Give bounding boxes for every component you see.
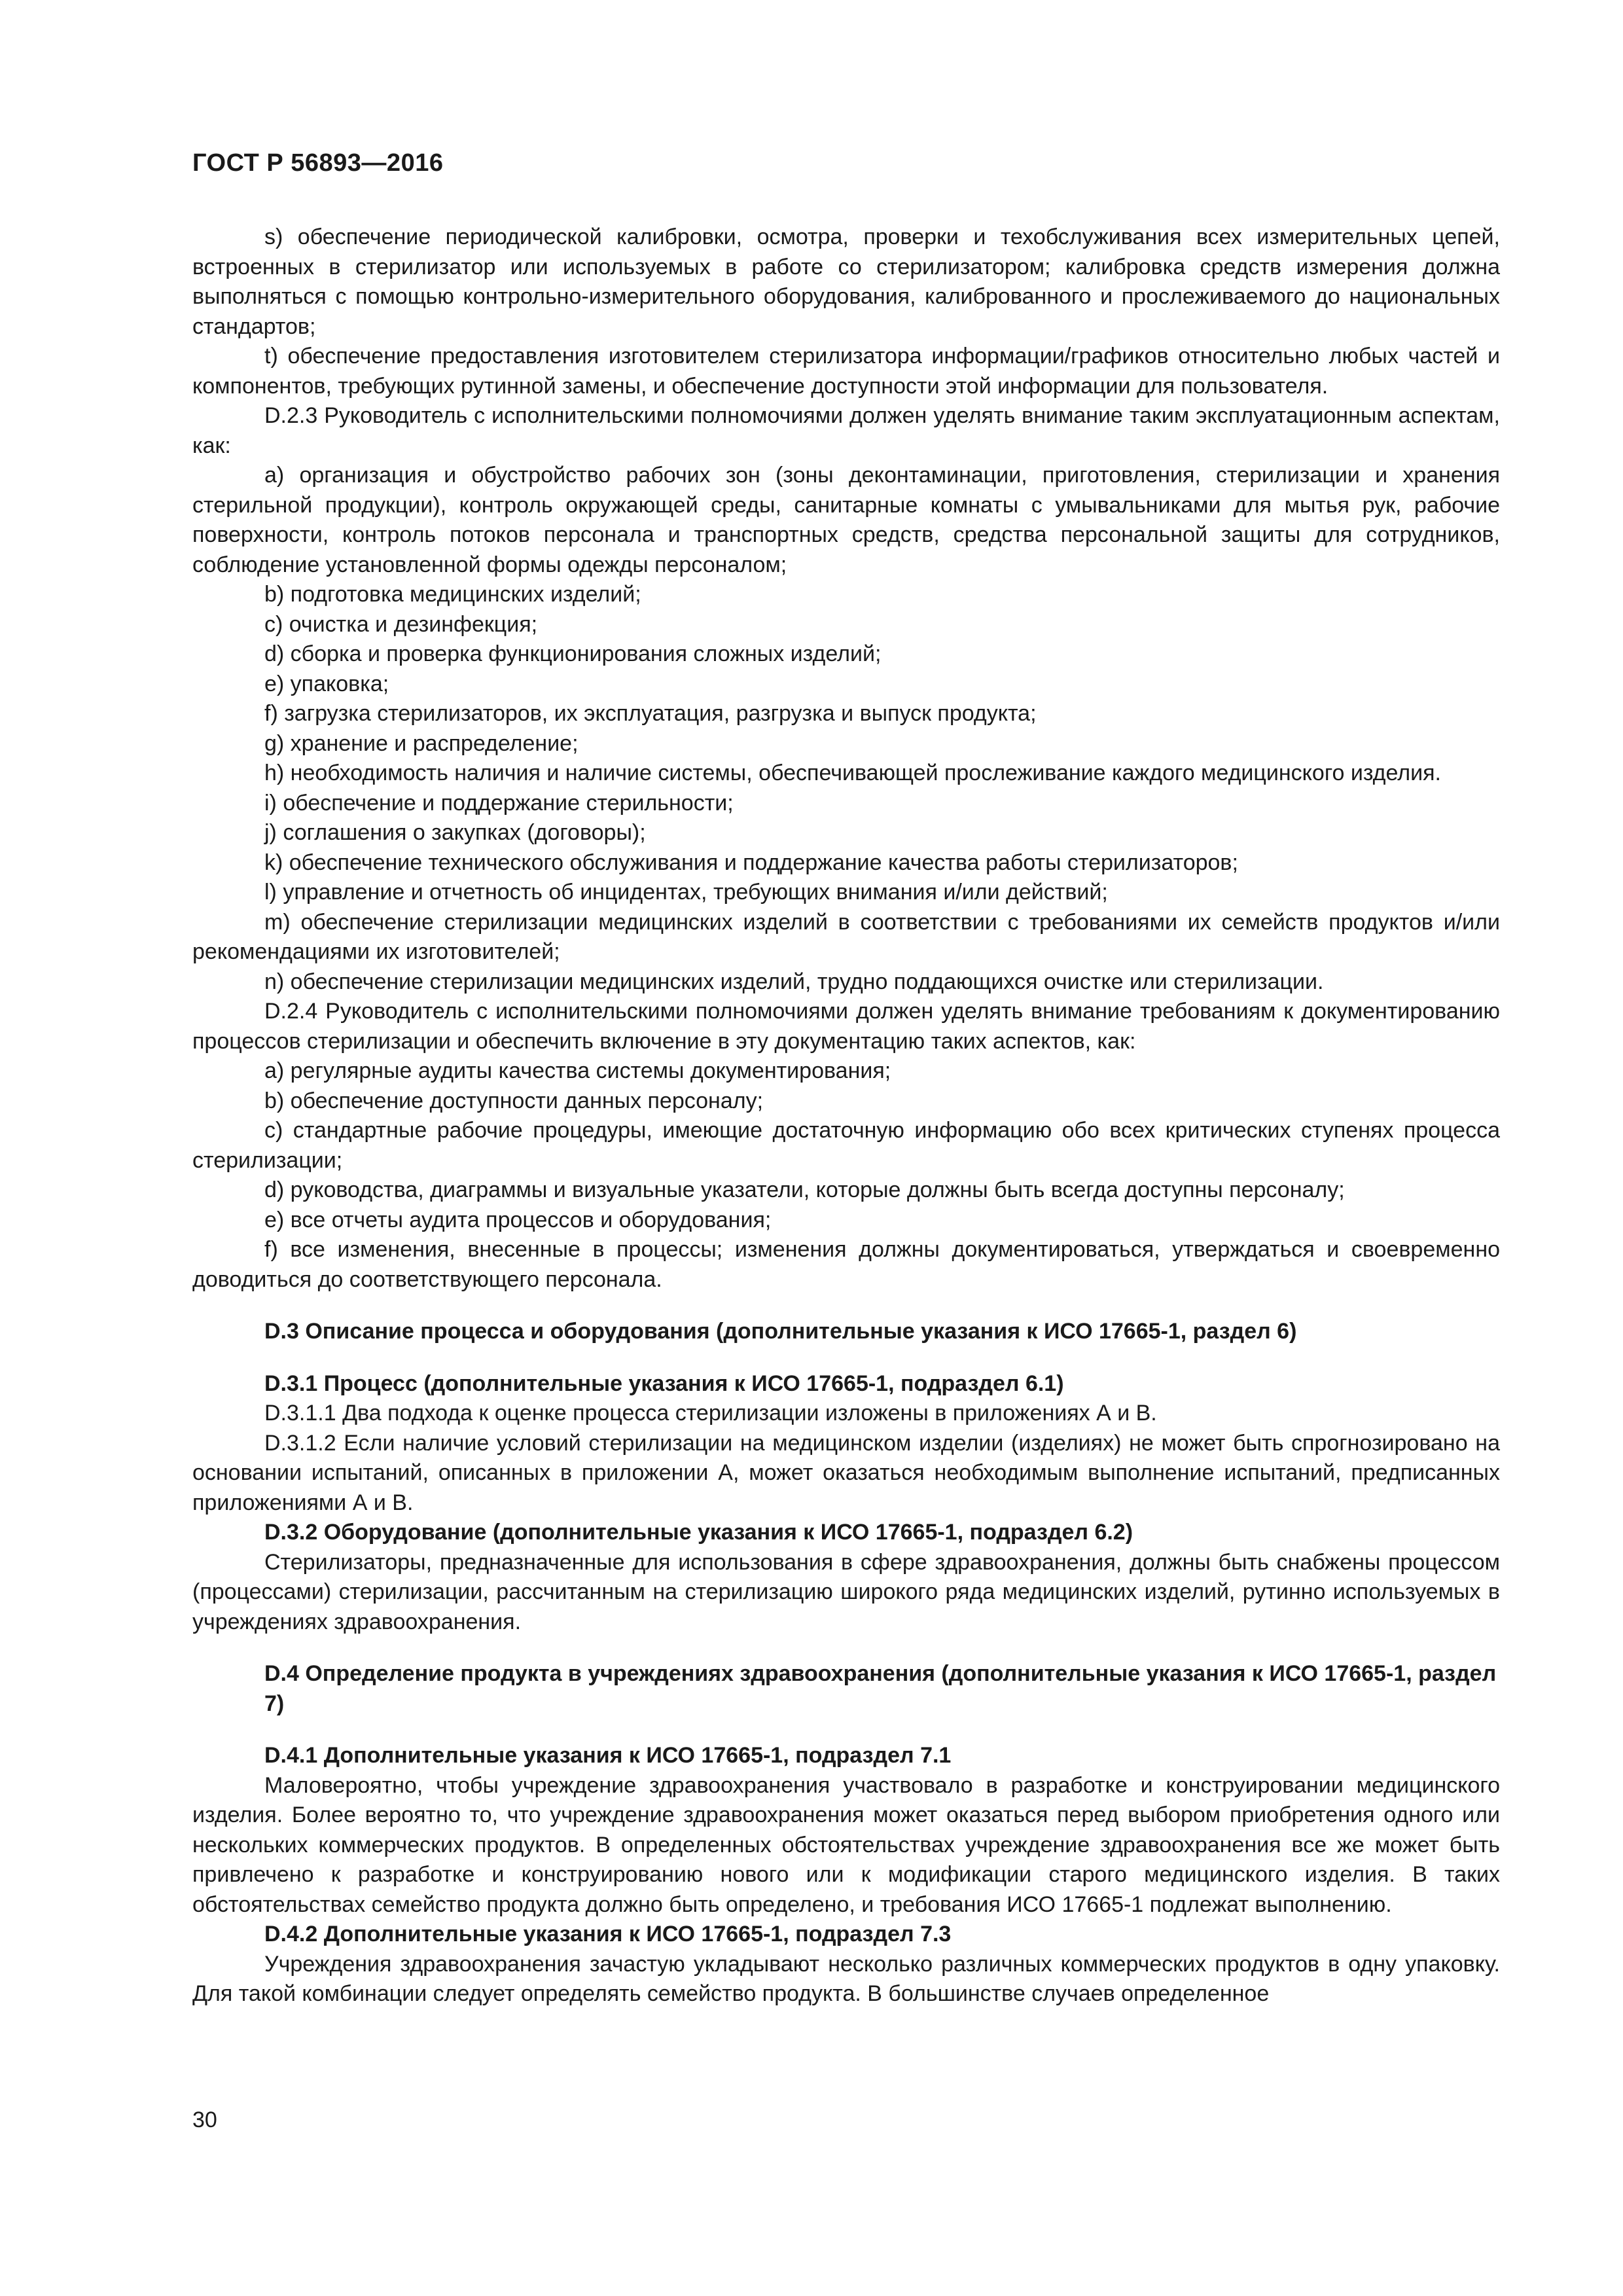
list-item: g) хранение и распределение; [264, 730, 579, 756]
paragraph-d32: Стерилизаторы, предназначенные для использования в сфере здравоохранения, должны быть снабжены процессом (процессами) стерилизации, рассчитанным на стерилизацию широкого ряда медицинских изделий, рутинно используемых в учреждениях здравоохранения. [192, 1549, 1500, 1634]
list-item: e) все отчеты аудита процессов и оборудования; [264, 1207, 772, 1232]
paragraph-s: s) обеспечение периодической калибровки, осмотра, проверки и техобслуживания всех измерительных цепей, встроенных в стерилизатор или используемых в работе со стерилизатором; калибровка средств измерения должна выполняться с помощью контрольно-измерительного оборудования, калиброванного и прослеживаемого до национальных стандартов; [192, 224, 1500, 339]
list-item: a) регулярные аудиты качества системы документирования; [264, 1058, 891, 1083]
paragraph-d41: Маловероятно, чтобы учреждение здравоохранения участвовало в разработке и конструировании медицинского изделия. Более вероятно то, что учреждение здравоохранения может оказаться перед выбором приобретения одного или нескольких коммерческих продуктов. В определенных обстоятельствах учреждение здравоохранения все же может быть привлечено к разработке и конструированию нового или к модификации старого медицинского изделия. В таких обстоятельствах семейство продукта должно быть определено, и требования ИСО 17665-1 подлежат выполнению. [192, 1772, 1500, 1917]
subsection-heading-d42: D.4.2 Дополнительные указания к ИСО 17665-1, подраздел 7.3 [264, 1922, 952, 1946]
paragraph-d311: D.3.1.1 Два подхода к оценке процесса стерилизации изложены в приложениях А и В. [264, 1401, 1157, 1426]
page-number: 30 [192, 2108, 217, 2132]
subsection-heading-d41: D.4.1 Дополнительные указания к ИСО 17665-1, подраздел 7.1 [264, 1743, 952, 1768]
section-heading-d3: D.3 Описание процесса и оборудования (дополнительные указания к ИСО 17665-1, раздел 6) [264, 1319, 1297, 1344]
list-item: n) обеспечение стерилизации медицинских изделий, трудно поддающихся очистке или стерилизации. [264, 969, 1324, 994]
list-item: f) все изменения, внесенные в процессы; изменения должны документироваться, утверждаться и своевременно доводиться до соответствующего персонала. [192, 1237, 1500, 1292]
list-item: h) необходимость наличия и наличие системы, обеспечивающей прослеживание каждого медицинского изделия. [264, 761, 1441, 785]
list-item: l) управление и отчетность об инцидентах, требующих внимания и/или действий; [264, 880, 1108, 905]
paragraph-d24: D.2.4 Руководитель с исполнительскими полномочиями должен уделять внимание требованиям к документированию процессов стерилизации и обеспечить включение в эту документацию таких аспектов, как: [192, 999, 1500, 1054]
paragraph-t: t) обеспечение предоставления изготовителем стерилизатора информации/графиков относительно любых частей и компонентов, требующих рутинной замены, и обеспечение доступности этой информации для пользователя. [192, 344, 1500, 399]
list-item: d) руководства, диаграммы и визуальные указатели, которые должны быть всегда доступны персоналу; [264, 1177, 1345, 1202]
subsection-heading-d32: D.3.2 Оборудование (дополнительные указания к ИСО 17665-1, подраздел 6.2) [264, 1520, 1133, 1545]
page-body [192, 223, 1500, 2009]
list-item: j) соглашения о закупках (договоры); [264, 820, 646, 845]
paragraph-d23: D.2.3 Руководитель с исполнительскими полномочиями должен уделять внимание таким эксплуатационным аспектам, как: [192, 403, 1500, 458]
subsection-heading-d31: D.3.1 Процесс (дополнительные указания к ИСО 17665-1, подраздел 6.1) [264, 1371, 1064, 1396]
list-item: e) упаковка; [264, 671, 389, 696]
list-item: a) организация и обустройство рабочих зон (зоны деконтаминации, приготовления, стерилизации и хранения стерильной продукции), контроль окружающей среды, санитарные комнаты с умывальниками для мытья рук, рабочие поверхности, контроль потоков персонала и транспортных средств, средства персональной защиты для сотрудников, соблюдение установленной формы одежды персоналом; [192, 463, 1500, 577]
list-item: b) подготовка медицинских изделий; [264, 582, 641, 607]
list-item: d) сборка и проверка функционирования сложных изделий; [264, 641, 882, 666]
section-heading-d4: D.4 Определение продукта в учреждениях здравоохранения (дополнительные указания к ИСО 17665-1, раздел 7) [264, 1661, 1497, 1716]
list-item: b) обеспечение доступности данных персоналу; [264, 1088, 764, 1113]
list-item: i) обеспечение и поддержание стерильности; [264, 790, 734, 816]
paragraph-d312: D.3.1.2 Если наличие условий стерилизации на медицинском изделии (изделиях) не может быть спрогнозировано на основании испытаний, описанных в приложении А, может оказаться необходимым выполнение испытаний, предписанных приложениями А и В. [192, 1430, 1500, 1515]
list-item: c) стандартные рабочие процедуры, имеющие достаточную информацию обо всех критических ступенях процесса стерилизации; [192, 1118, 1500, 1173]
paragraph-d42: Учреждения здравоохранения зачастую укладывают несколько различных коммерческих продуктов в одну упаковку. Для такой комбинации следует определять семейство продукта. В большинстве случаев определенное [192, 1951, 1500, 2006]
list-item: f) загрузка стерилизаторов, их эксплуатация, разгрузка и выпуск продукта; [264, 701, 1037, 726]
document-number: ГОСТ Р 56893—2016 [192, 149, 444, 177]
list-item: k) обеспечение технического обслуживания и поддержание качества работы стерилизаторов; [264, 850, 1238, 875]
list-item: m) обеспечение стерилизации медицинских изделий в соответствии с требованиями их семейств продуктов и/или рекомендациями их изготовителей; [192, 909, 1500, 964]
list-item: c) очистка и дезинфекция; [264, 611, 538, 637]
